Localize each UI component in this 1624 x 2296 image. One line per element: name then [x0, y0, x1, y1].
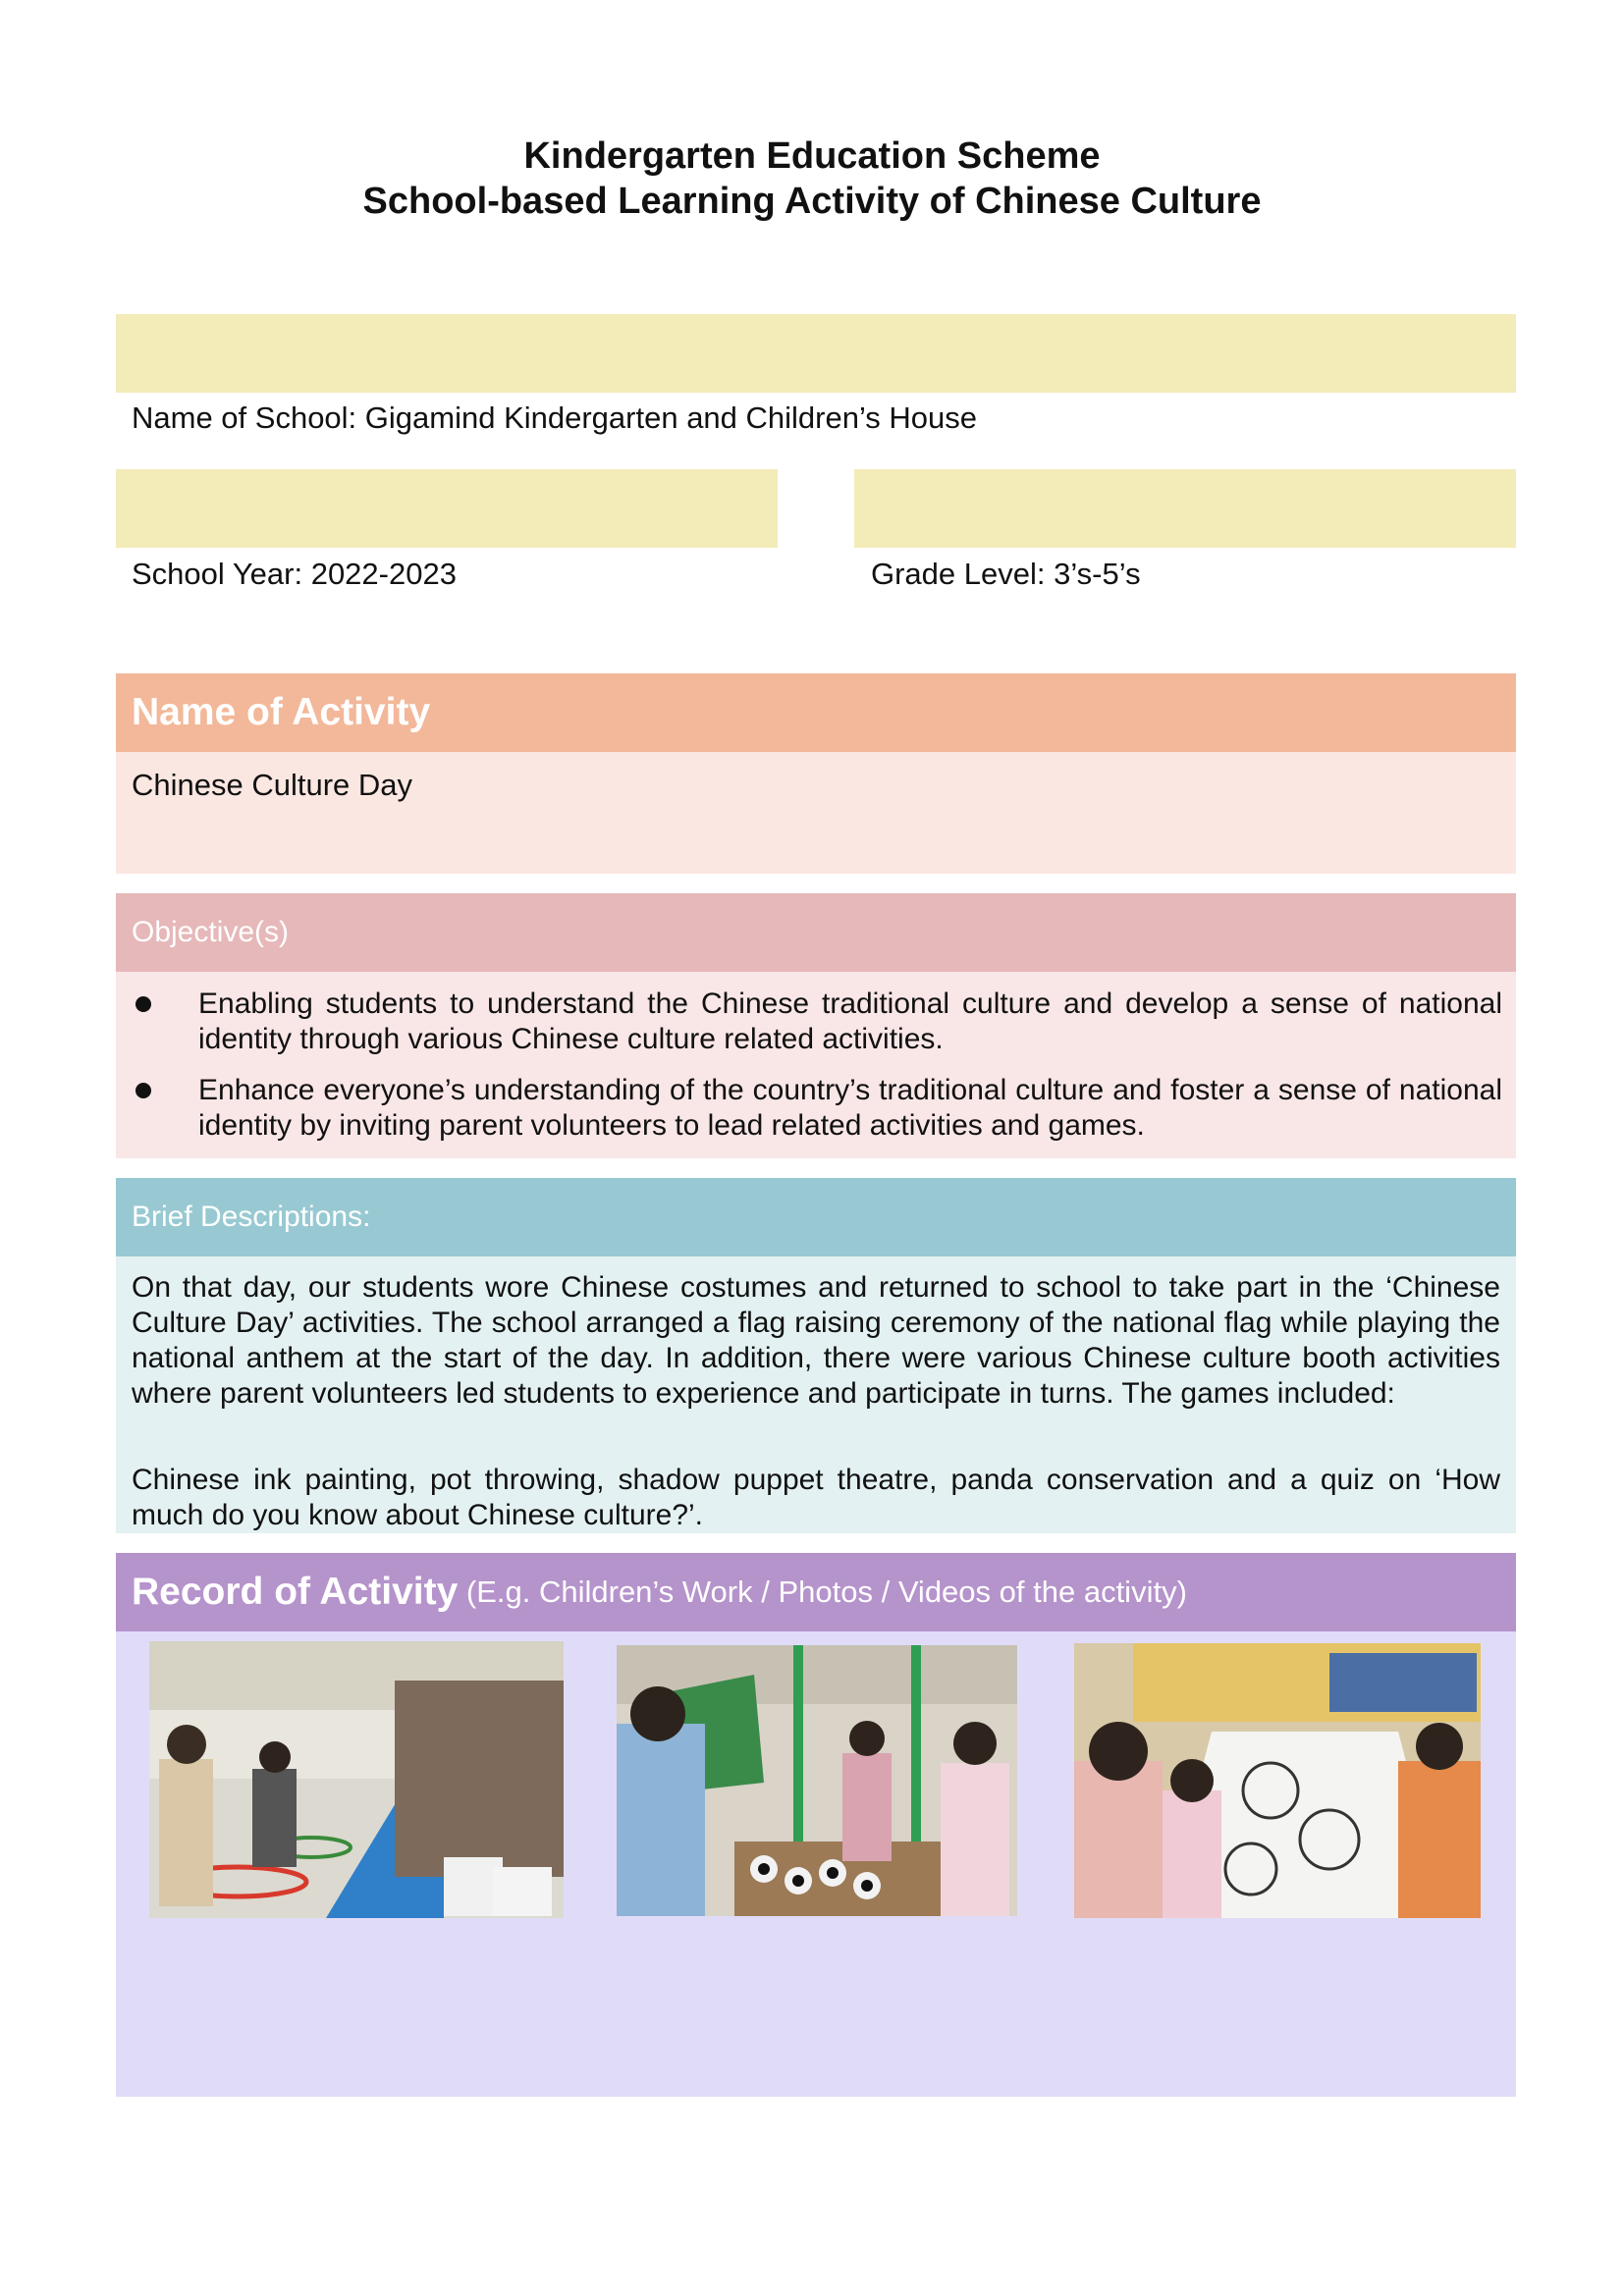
record-header [116, 1553, 1516, 1631]
grade-level-band [854, 469, 1516, 548]
activity-heading: Name of Activity [132, 691, 431, 733]
school-year-band [116, 469, 778, 548]
activity-body [116, 752, 1516, 874]
description-heading: Brief Descriptions: [132, 1201, 371, 1233]
description-body [116, 1256, 1516, 1533]
description-paragraph-1: On that day, our students wore Chinese costumes and returned to school to take part in the ‘Chinese Culture Day’ activities. The school arranged a flag raising ceremony of the national flag while playing the national anthem at the start of the day. In addition, there were various Chinese culture booth activities where parent volunteers led students to experience and participate in turns. The games included: [132, 1271, 1500, 1410]
objective-item-2: Enhance everyone’s understanding of the country’s traditional culture and foster a sense of national identity by inviting parent volunteers to lead related activities and games. [198, 1074, 1502, 1142]
record-subheading: (E.g. Children’s Work / Photos / Videos of the activity) [458, 1575, 1187, 1609]
objectives-heading: Objective(s) [132, 916, 290, 948]
activity-photo-3 [1074, 1643, 1481, 1918]
activity-photo-2 [617, 1645, 1017, 1916]
objective-item-1: Enabling students to understand the Chinese traditional culture and develop a sense of national identity through various Chinese culture related activities. [198, 988, 1502, 1055]
description-header [116, 1178, 1516, 1256]
school-name-band [116, 314, 1516, 393]
grade-level: Grade Level: 3’s-5’s [871, 557, 1141, 591]
record-heading: Record of Activity [132, 1571, 459, 1613]
title-line-2: School-based Learning Activity of Chinese Culture [362, 181, 1262, 222]
school-name: Name of School: Gigamind Kindergarten and Children’s House [132, 400, 978, 435]
activity-header [116, 673, 1516, 752]
school-year: School Year: 2022-2023 [132, 557, 457, 591]
bullet-icon [135, 996, 151, 1012]
description-paragraph-2: Chinese ink painting, pot throwing, shadow puppet theatre, panda conservation and a quiz on ‘How much do you know about Chinese culture?’. [132, 1464, 1500, 1531]
title-line-1: Kindergarten Education Scheme [523, 135, 1101, 177]
activity-name: Chinese Culture Day [132, 768, 413, 802]
objectives-header [116, 893, 1516, 972]
bullet-icon [135, 1083, 151, 1098]
activity-photo-1 [149, 1641, 564, 1918]
